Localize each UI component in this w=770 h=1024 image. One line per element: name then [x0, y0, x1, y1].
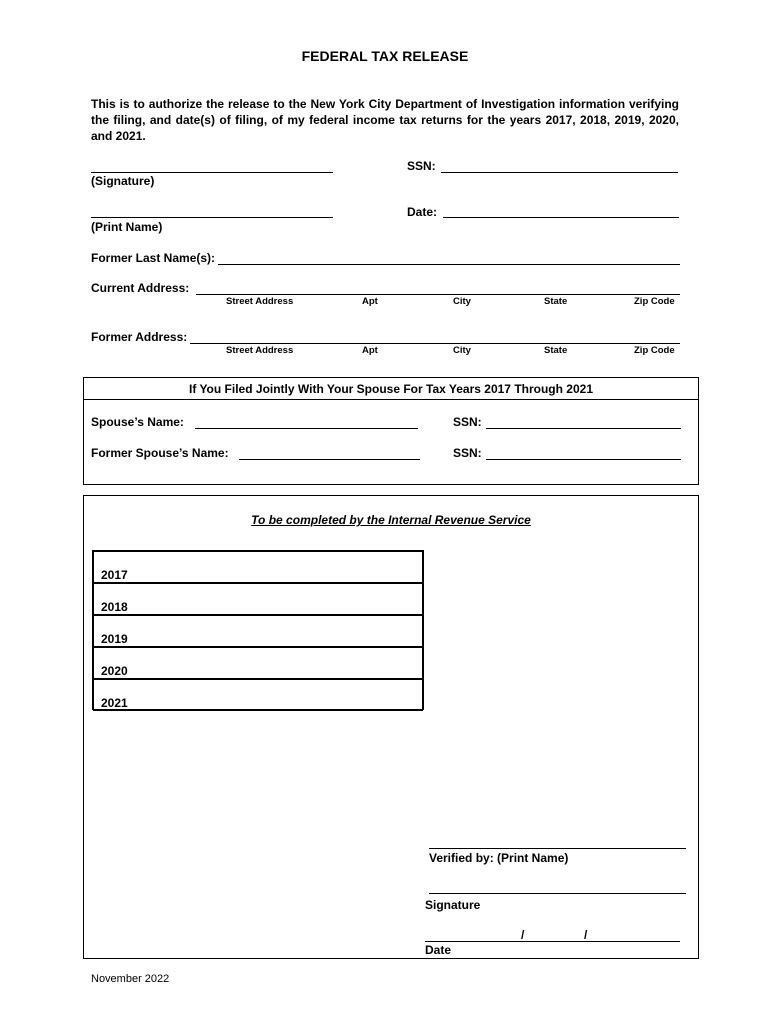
street-address-caption: Street Address	[226, 345, 294, 356]
spouse-ssn-field[interactable]	[486, 428, 681, 429]
year-row-2020: 2020	[93, 647, 423, 679]
print-name-label: (Print Name)	[91, 220, 163, 234]
zip-code-caption: Zip Code	[634, 296, 675, 307]
city-caption: City	[453, 296, 471, 307]
date-label: Date:	[407, 205, 438, 219]
year-row-2019: 2019	[93, 615, 423, 647]
spouse-name-field[interactable]	[195, 428, 418, 429]
apt-caption: Apt	[362, 296, 378, 307]
former-address-field[interactable]	[190, 343, 680, 344]
zip-code-caption: Zip Code	[634, 345, 675, 356]
verified-by-label: Verified by: (Print Name)	[429, 851, 569, 865]
former-last-names-label: Former Last Name(s):	[91, 251, 216, 265]
date-field[interactable]	[443, 217, 679, 218]
current-address-label: Current Address:	[91, 281, 190, 295]
irs-signature-label: Signature	[425, 898, 481, 912]
spouse-ssn-label: SSN:	[453, 415, 482, 429]
signature-field[interactable]	[91, 172, 333, 173]
street-address-caption: Street Address	[226, 296, 294, 307]
irs-section-heading: To be completed by the Internal Revenue Service	[251, 513, 531, 527]
print-name-field[interactable]	[91, 217, 333, 218]
irs-date-field[interactable]	[425, 941, 680, 942]
apt-caption: Apt	[362, 345, 378, 356]
spouse-name-label: Spouse’s Name:	[91, 415, 184, 429]
former-spouse-name-label: Former Spouse’s Name:	[91, 446, 229, 460]
city-caption: City	[453, 345, 471, 356]
former-address-label: Former Address:	[91, 330, 188, 344]
signature-label: (Signature)	[91, 174, 155, 188]
joint-filing-section	[83, 377, 699, 485]
irs-section	[83, 495, 699, 959]
years-table	[92, 550, 424, 710]
state-caption: State	[544, 345, 568, 356]
authorization-statement: This is to authorize the release to the New York City Department of Investigation information verifying the filing, and date(s) of filing, of my federal income tax returns for the years 2017, 2018, 2019, 2020, and 2021.	[91, 97, 679, 143]
former-last-names-field[interactable]	[218, 264, 680, 265]
footer-date: November 2022	[91, 973, 170, 985]
year-row-2021: 2021	[93, 679, 423, 711]
year-row-2018: 2018	[93, 583, 423, 615]
current-address-field[interactable]	[196, 294, 680, 295]
verified-by-field[interactable]	[429, 848, 686, 849]
irs-date-label: Date	[425, 943, 452, 957]
date-separator: /	[521, 928, 525, 942]
former-spouse-ssn-field[interactable]	[486, 459, 681, 460]
joint-filing-heading: If You Filed Jointly With Your Spouse For Tax Years 2017 Through 2021	[189, 382, 593, 396]
irs-signature-field[interactable]	[429, 893, 686, 894]
section-divider	[84, 399, 698, 400]
former-spouse-ssn-label: SSN:	[453, 446, 482, 460]
document-title: FEDERAL TAX RELEASE	[301, 48, 469, 64]
date-separator: /	[584, 928, 588, 942]
ssn-label: SSN:	[407, 159, 436, 173]
ssn-field[interactable]	[441, 172, 678, 173]
former-spouse-name-field[interactable]	[239, 459, 420, 460]
year-row-2017: 2017	[93, 551, 423, 583]
state-caption: State	[544, 296, 568, 307]
